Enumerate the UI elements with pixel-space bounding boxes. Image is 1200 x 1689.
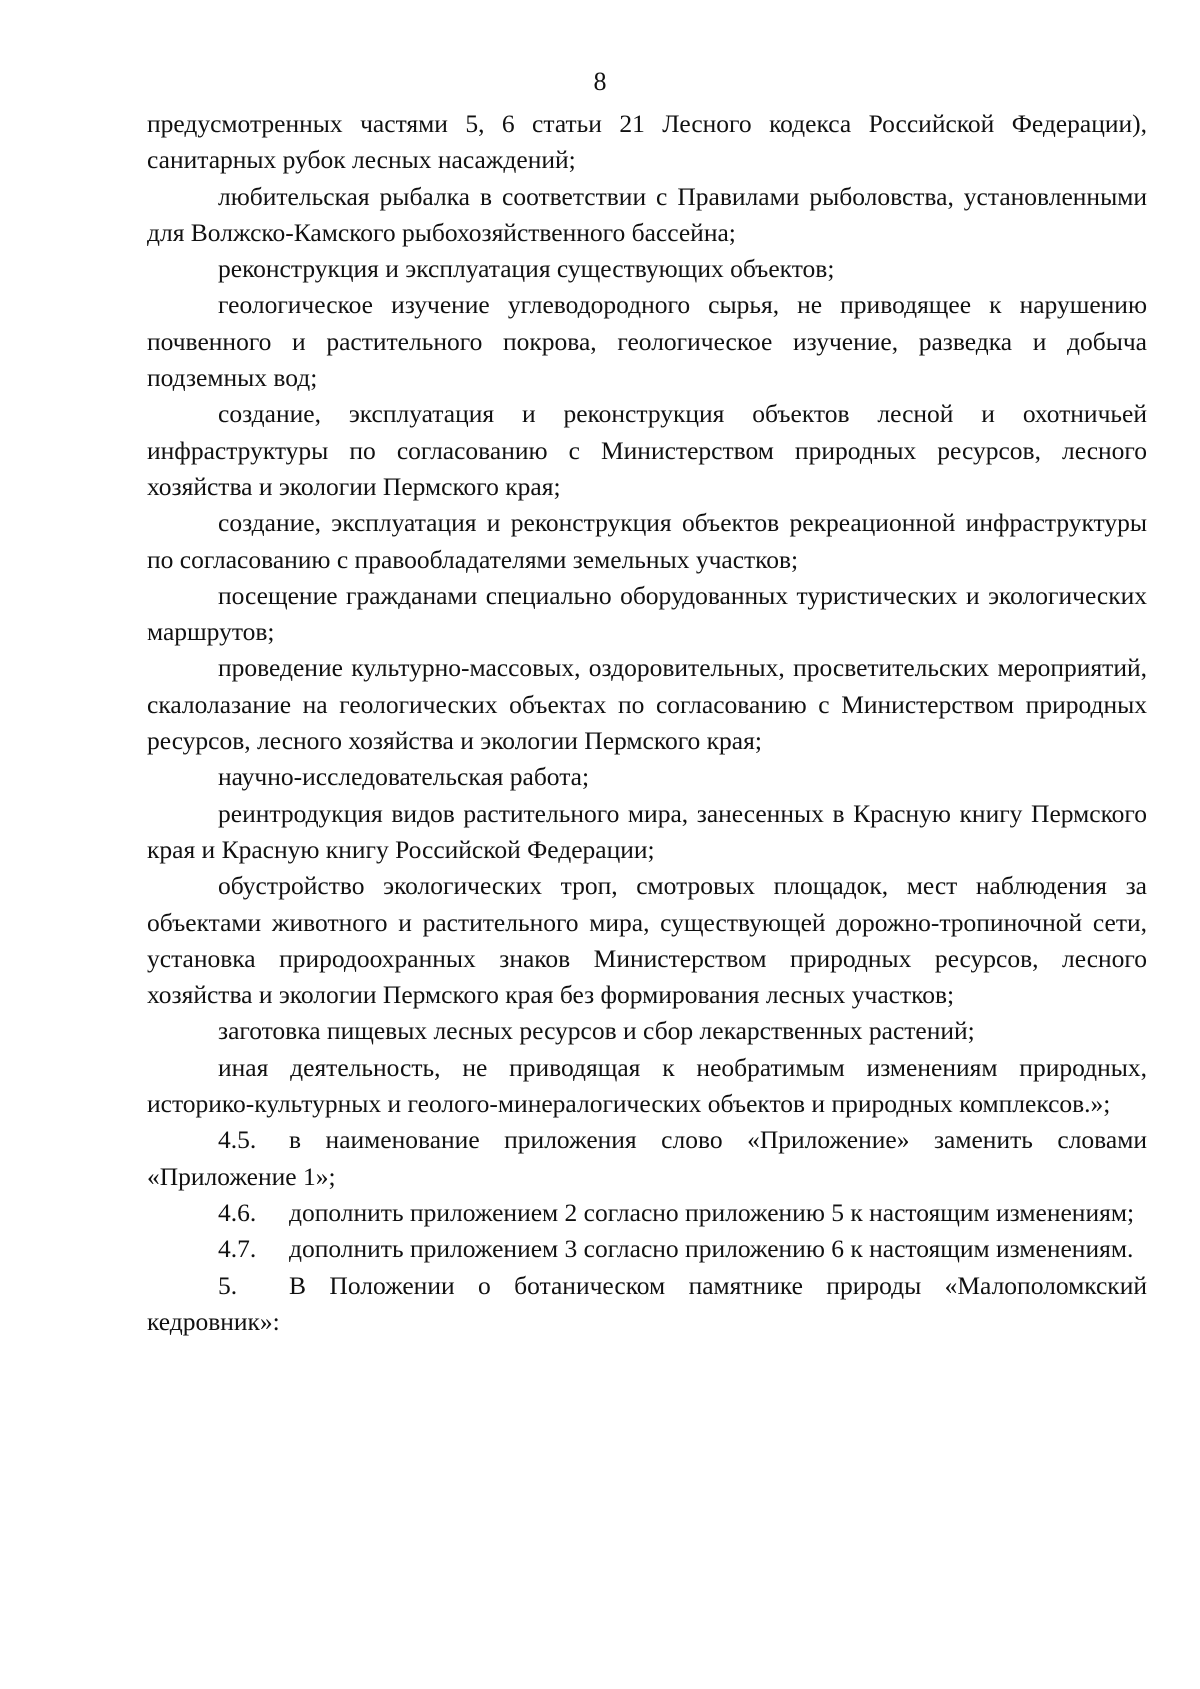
- paragraph: [147, 578, 1147, 651]
- page-number: 8: [593, 67, 607, 96]
- paragraph: [147, 759, 1147, 795]
- paragraph: [147, 650, 1147, 759]
- paragraph-text: создание, эксплуатация и реконструкция объектов лесной и охотничьей инфраструктуры по согласованию с Министерством природных ресурсов, лесного хозяйства и экологии Пермского края;: [147, 399, 1147, 501]
- paragraph-text: реинтродукция видов растительного мира, занесенных в Красную книгу Пермского края и Красную книгу Российской Федерации;: [147, 798, 1147, 864]
- item-number: 5.: [218, 1270, 238, 1300]
- paragraph-text: в наименование приложения слово «Приложение» заменить словами «Приложение 1»;: [147, 1125, 1147, 1191]
- paragraph-text: дополнить приложением 2 согласно приложению 5 к настоящим изменениям;: [289, 1197, 1135, 1227]
- paragraph: [147, 179, 1147, 252]
- numbered-item: [147, 1231, 1147, 1267]
- item-number: 4.7.: [218, 1234, 257, 1264]
- item-number: 4.5.: [218, 1125, 257, 1155]
- numbered-item: [147, 1122, 1147, 1195]
- paragraph-text: предусмотренных частями 5, 6 статьи 21 Лесного кодекса Российской Федерации), санитарных рубок лесных насаждений;: [147, 109, 1147, 175]
- paragraph: [147, 251, 1147, 287]
- paragraph: [147, 287, 1147, 396]
- paragraph-text: геологическое изучение углеводородного сырья, не приводящее к нарушению почвенного и растительного покрова, геологическое изучение, разведка и добыча подземных вод;: [147, 290, 1147, 393]
- paragraph-text: научно-исследовательская работа;: [218, 762, 590, 792]
- paragraph-text: заготовка пищевых лесных ресурсов и сбор лекарственных растений;: [218, 1016, 975, 1046]
- paragraph-text: В Положении о ботаническом памятнике природы «Малополомкский кедровник»:: [147, 1270, 1147, 1336]
- paragraph: [147, 396, 1147, 505]
- numbered-item: [147, 1195, 1147, 1231]
- numbered-item: [147, 1268, 1147, 1341]
- paragraph: [147, 796, 1147, 869]
- paragraph: [147, 505, 1147, 578]
- paragraph: [147, 868, 1147, 1013]
- paragraph-text: любительская рыбалка в соответствии с Правилами рыболовства, установленными для Волжско-Камского рыбохозяйственного бассейна;: [147, 181, 1147, 247]
- document-body: [147, 106, 1147, 1340]
- paragraph-text: проведение культурно-массовых, оздоровительных, просветительских мероприятий, скалолазание на геологических объектах по согласованию с Министерством природных ресурсов, лесного хозяйства и экологии Пермского края;: [147, 653, 1147, 756]
- paragraph: [147, 1050, 1147, 1123]
- paragraph-text: посещение гражданами специально оборудованных туристических и экологических маршрутов;: [147, 580, 1147, 647]
- paragraph-text: иная деятельность, не приводящая к необратимым изменениям природных, историко-культурных и геолого-минералогических объектов и природных комплексов.»;: [147, 1052, 1147, 1119]
- paragraph: [147, 106, 1147, 179]
- paragraph-text: создание, эксплуатация и реконструкция объектов рекреационной инфраструктуры по согласованию с правообладателями земельных участков;: [147, 508, 1147, 574]
- paragraph: [147, 1013, 1147, 1049]
- item-number: 4.6.: [218, 1197, 257, 1227]
- paragraph-text: дополнить приложением 3 согласно приложению 6 к настоящим изменениям.: [289, 1234, 1134, 1264]
- paragraph-text: обустройство экологических троп, смотровых площадок, мест наблюдения за объектами животного и растительного мира, существующей дорожно-тропиночной сети, установка природоохранных знаков Министерством природных ресурсов, лесного хозяйства и экологии Пермского края без формирования лесных участков;: [147, 871, 1147, 1010]
- paragraph-text: реконструкция и эксплуатация существующих объектов;: [218, 254, 835, 284]
